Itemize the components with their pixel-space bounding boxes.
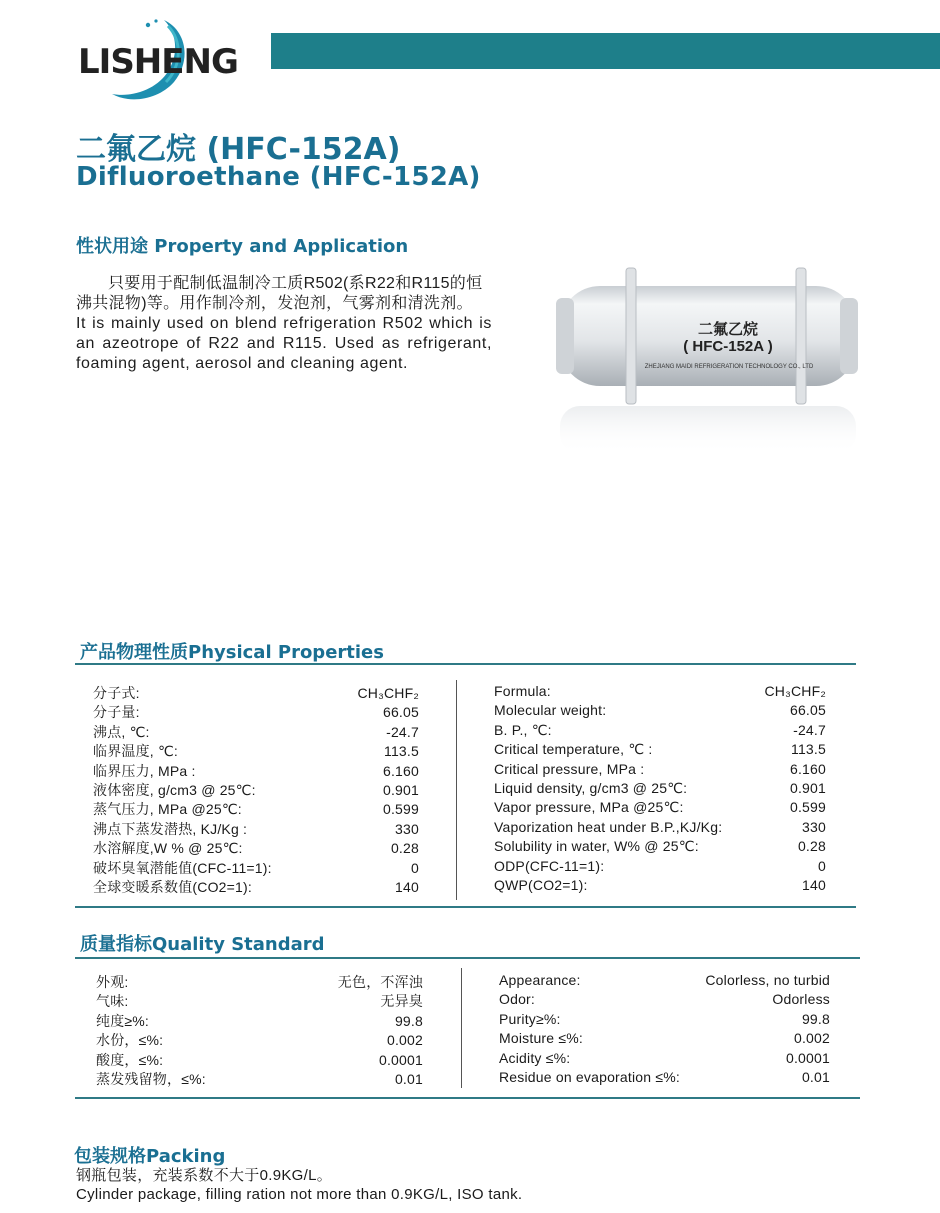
physical-row-cn-label: 水溶解度,W % @ 25℃: xyxy=(93,840,243,857)
quality-row-cn-value: 无色，不浑浊 xyxy=(337,974,423,990)
physical-row-en-label: Vaporization heat under B.P.,KJ/Kg: xyxy=(494,818,723,835)
physical-row-en xyxy=(494,721,826,740)
product-title-cn: 二氟乙烷 (HFC-152A) xyxy=(76,132,401,167)
physical-row-en-label: Molecular weight: xyxy=(494,702,607,719)
quality-row-cn xyxy=(96,1051,423,1070)
physical-row-en xyxy=(494,760,826,779)
quality-row-en xyxy=(499,1049,830,1068)
quality-row-cn-value: 0.01 xyxy=(394,1071,423,1088)
physical-row-en-label: ODP(CFC-11=1): xyxy=(494,857,605,874)
quality-table-en xyxy=(499,971,830,1087)
cylinder-label-company: ZHEJIANG MAIDI REFRIGERATION TECHNOLOGY CO., LTD xyxy=(644,364,814,370)
cylinder-label-code: ( HFC-152A ) xyxy=(683,338,773,355)
quality-row-en-value: 0.002 xyxy=(793,1030,830,1047)
quality-row-cn-label: 气味: xyxy=(96,993,129,1010)
physical-row-en-label: Critical pressure, MPa : xyxy=(494,760,645,777)
quality-row-cn-label: 水份，≤%: xyxy=(96,1032,164,1049)
quality-row-en-value: Odorless xyxy=(772,991,830,1008)
quality-row-cn xyxy=(96,992,423,1011)
physical-row-en xyxy=(494,818,826,837)
physical-row-cn-label: 临界压力, MPa : xyxy=(93,762,196,779)
physical-row-en-value: -24.7 xyxy=(793,721,826,738)
quality-row-cn-value: 无异臭 xyxy=(380,993,423,1010)
property-heading: 性状用途 Property and Application xyxy=(76,236,409,257)
quality-top-rule xyxy=(75,957,860,959)
quality-row-en-label: Odor: xyxy=(499,991,536,1008)
physical-row-cn-value: CH₃CHF₂ xyxy=(357,685,419,701)
physical-row-en-value: 0.599 xyxy=(789,799,826,816)
physical-row-cn-value: -24.7 xyxy=(386,723,419,740)
physical-row-en-value: 0.28 xyxy=(797,838,826,855)
quality-row-cn xyxy=(96,1031,423,1050)
physical-row-cn-label: 蒸气压力, MPa @25℃: xyxy=(93,801,242,818)
physical-row-cn-label: 临界温度, ℃: xyxy=(93,743,178,760)
physical-row-en xyxy=(494,682,826,701)
physical-row-cn-label: 分子量: xyxy=(93,704,140,721)
quality-row-en-label: Residue on evaporation ≤%: xyxy=(499,1069,680,1086)
quality-row-cn-label: 纯度≥%: xyxy=(96,1012,150,1029)
packing-text-en: Cylinder package, filling ration not more than 0.9KG/L, ISO tank. xyxy=(76,1186,523,1203)
physical-row-cn xyxy=(93,684,419,703)
physical-row-en-label: Solubility in water, W% @ 25℃: xyxy=(494,838,699,855)
physical-row-en-label: QWP(CO2=1): xyxy=(494,877,588,894)
physical-row-cn xyxy=(93,742,419,761)
brand-name: LISHENG xyxy=(78,42,238,82)
physical-row-cn-label: 液体密度, g/cm3 @ 25℃: xyxy=(93,782,256,799)
physical-row-en-label: B. P., ℃: xyxy=(494,721,552,738)
physical-row-en-value: 66.05 xyxy=(789,702,826,719)
physical-row-en-label: Vapor pressure, MPa @25℃: xyxy=(494,799,684,816)
physical-row-en xyxy=(494,701,826,720)
physical-row-en-value: 330 xyxy=(802,818,826,835)
quality-row-en xyxy=(499,1029,830,1048)
brand-logo xyxy=(74,16,254,106)
physical-row-cn-label: 沸点, ℃: xyxy=(93,723,150,740)
quality-row-cn-label: 蒸发残留物，≤%: xyxy=(96,1071,206,1088)
quality-row-cn-value: 99.8 xyxy=(394,1012,423,1029)
physical-row-cn xyxy=(93,859,419,878)
quality-row-en-value: 0.0001 xyxy=(785,1049,830,1066)
physical-row-cn-label: 沸点下蒸发潜热, KJ/Kg : xyxy=(93,820,248,837)
physical-row-cn-value: 113.5 xyxy=(384,743,419,760)
physical-row-cn xyxy=(93,839,419,858)
quality-row-en xyxy=(499,1010,830,1029)
quality-row-en xyxy=(499,971,830,990)
physical-row-cn-value: 66.05 xyxy=(382,704,419,721)
property-text xyxy=(76,274,492,374)
quality-row-en-label: Acidity ≤%: xyxy=(499,1049,571,1066)
physical-table-en xyxy=(494,682,826,895)
quality-row-cn xyxy=(96,1070,423,1089)
product-title-en: Difluoroethane (HFC-152A) xyxy=(76,162,481,192)
physical-top-rule xyxy=(75,663,856,665)
quality-row-en xyxy=(499,1068,830,1087)
physical-row-en-value: 0 xyxy=(818,857,826,874)
quality-row-en-value: 0.01 xyxy=(801,1069,830,1086)
cylinder-illustration xyxy=(548,258,868,458)
physical-row-en-label: Critical temperature, ℃ : xyxy=(494,741,653,758)
physical-row-en xyxy=(494,857,826,876)
physical-row-cn-value: 140 xyxy=(395,879,419,896)
physical-row-en-value: 140 xyxy=(802,877,826,894)
physical-row-cn xyxy=(93,800,419,819)
quality-row-en-value: 99.8 xyxy=(801,1010,830,1027)
property-text-cn: 只要用于配制低温制冷工质R502(系R22和R115的恒沸共混物)等。用作制冷剂，发泡剂，气雾剂和清洗剂。 xyxy=(76,275,483,312)
physical-row-cn-value: 6.160 xyxy=(382,762,419,779)
quality-row-en-label: Appearance: xyxy=(499,972,581,988)
quality-row-cn-label: 外观: xyxy=(96,974,129,990)
quality-row-cn xyxy=(96,1012,423,1031)
physical-row-cn xyxy=(93,781,419,800)
physical-row-cn-label: 全球变暖系数值(CO2=1): xyxy=(93,879,252,896)
quality-table-cn xyxy=(96,973,423,1089)
quality-heading: 质量指标Quality Standard xyxy=(80,934,325,955)
physical-row-en-value: 113.5 xyxy=(791,741,826,758)
physical-row-cn-value: 0 xyxy=(411,859,419,876)
packing-heading: 包装规格Packing xyxy=(74,1146,226,1167)
physical-row-cn-label: 分子式: xyxy=(93,685,140,701)
quality-row-cn-value: 0.0001 xyxy=(378,1051,423,1068)
quality-bottom-rule xyxy=(75,1097,860,1099)
cylinder-label-cn: 二氟乙烷 xyxy=(697,321,758,338)
physical-row-en xyxy=(494,740,826,759)
quality-row-cn-label: 酸度，≤%: xyxy=(96,1051,164,1068)
physical-row-cn xyxy=(93,703,419,722)
physical-row-en xyxy=(494,876,826,895)
physical-row-en-value: CH₃CHF₂ xyxy=(764,683,826,699)
quality-row-en-label: Purity≥%: xyxy=(499,1010,561,1027)
physical-bottom-rule xyxy=(75,906,856,908)
physical-row-cn xyxy=(93,762,419,781)
physical-row-cn-label: 破坏臭氧潜能值(CFC-11=1): xyxy=(93,859,272,876)
physical-row-en-label: Liquid density, g/cm3 @ 25℃: xyxy=(494,780,688,797)
quality-row-en-value: Colorless, no turbid xyxy=(705,972,830,988)
physical-row-en xyxy=(494,837,826,856)
physical-row-cn-value: 0.599 xyxy=(382,801,419,818)
physical-row-en xyxy=(494,798,826,817)
physical-heading: 产品物理性质Physical Properties xyxy=(80,642,384,663)
physical-row-en-value: 6.160 xyxy=(789,760,826,777)
physical-divider xyxy=(456,680,457,900)
physical-row-cn-value: 330 xyxy=(395,820,419,837)
physical-row-en-label: Formula: xyxy=(494,683,551,699)
quality-row-cn-value: 0.002 xyxy=(386,1032,423,1049)
physical-row-en-value: 0.901 xyxy=(789,780,826,797)
physical-row-cn xyxy=(93,820,419,839)
physical-row-cn-value: 0.901 xyxy=(382,782,419,799)
quality-row-cn xyxy=(96,973,423,992)
packing-text-cn: 钢瓶包装，充装系数不大于0.9KG/L。 xyxy=(76,1167,333,1184)
physical-table-cn xyxy=(93,684,419,897)
physical-row-cn xyxy=(93,878,419,897)
physical-row-cn xyxy=(93,723,419,742)
quality-divider xyxy=(461,968,462,1088)
header-bar xyxy=(271,33,940,69)
property-text-en: It is mainly used on blend refrigeration R502 which is an azeotrope of R22 and R115. Used as refrigerant, foaming agent, aerosol and cleaning agent. xyxy=(76,315,492,372)
physical-row-en xyxy=(494,779,826,798)
physical-row-cn-value: 0.28 xyxy=(390,840,419,857)
quality-row-en-label: Moisture ≤%: xyxy=(499,1030,583,1047)
quality-row-en xyxy=(499,990,830,1009)
cylinder-image xyxy=(548,258,868,458)
